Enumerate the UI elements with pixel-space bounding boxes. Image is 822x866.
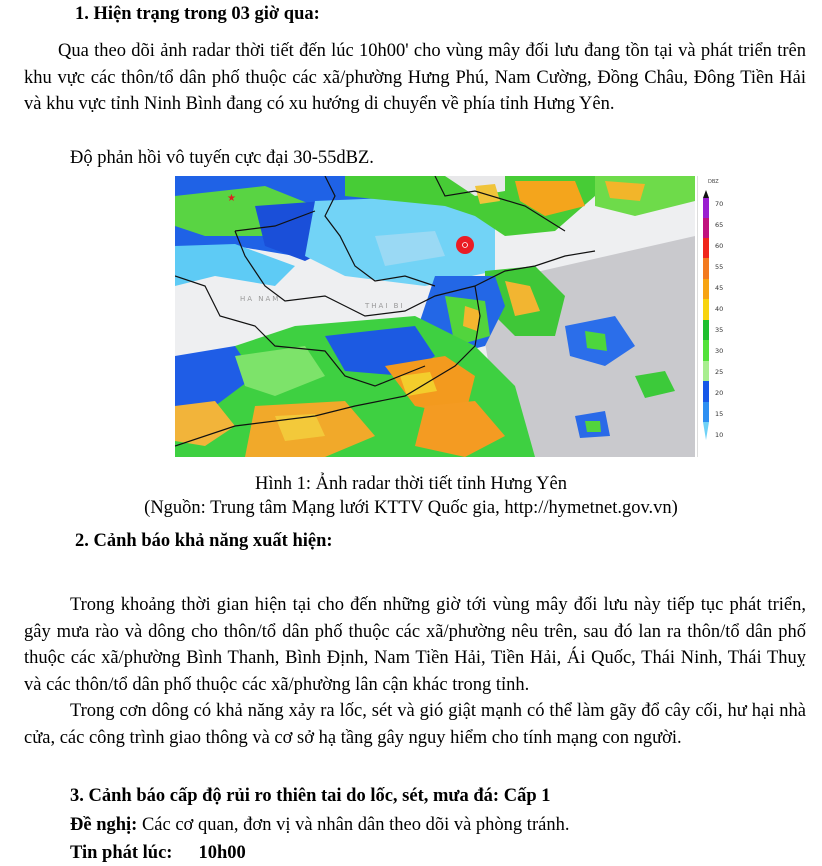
legend-tick: 45 xyxy=(715,284,724,292)
legend-tick: 60 xyxy=(715,242,724,250)
figure-source: (Nguồn: Trung tâm Mạng lưới KTTV Quốc gia, http://hymetnet.gov.vn) xyxy=(144,498,678,518)
legend-tick: 65 xyxy=(715,221,724,229)
legend-tick: 70 xyxy=(715,200,724,208)
legend-tick: 40 xyxy=(715,305,724,313)
legend-tick: 30 xyxy=(715,347,724,355)
section-1-paragraph xyxy=(24,38,806,118)
legend-tick: 15 xyxy=(715,410,724,418)
station-star-icon: ★ xyxy=(227,193,236,204)
legend-tick: 55 xyxy=(715,263,724,271)
section-1-paragraph-text: Qua theo dõi ảnh radar thời tiết đến lúc 10h00' cho vùng mây đối lưu đang tồn tại và phát triển trên khu vực các thôn/tổ dân phố thuộc các xã/phường Hưng Phú, Nam Cường, Đồng Châu, Đông Tiền Hải và khu vực tỉnh Ninh Bình đang có xu hướng di chuyển về phía tỉnh Hưng Yên. xyxy=(24,41,806,114)
section-2-paragraph-1-text: Trong khoảng thời gian hiện tại cho đến những giờ tới vùng mây đối lưu này tiếp tục phát triển, gây mưa rào và dông cho thôn/tổ dân phố thuộc các xã/phường nêu trên, sau đó lan ra thôn/tổ dân phố thuộc các xã/phường Bình Thanh, Bình Định, Nam Tiền Hải, Tiền Hải, Ái Quốc, Thái Ninh, Thái Thuỵ và các thôn/tổ dân phố thuộc các xã/phường lân cận khác trong tỉnh. xyxy=(24,595,806,695)
recommendation-text: Các cơ quan, đơn vị và nhân dân theo dõi và phòng tránh. xyxy=(137,815,570,835)
reflectivity-text: Độ phản hồi vô tuyến cực đại 30-55dBZ. xyxy=(70,148,374,168)
legend-unit: DBZ xyxy=(708,179,719,185)
legend-tick: 10 xyxy=(715,431,724,439)
section-3-heading: 3. Cảnh báo cấp độ rủi ro thiên tai do lốc, sét, mưa đá: Cấp 1 xyxy=(70,786,551,806)
legend-tick: 35 xyxy=(715,326,724,334)
radar-site-icon xyxy=(456,236,474,254)
dbz-legend xyxy=(697,176,724,457)
section-2-paragraph-1 xyxy=(24,592,806,698)
recommendation xyxy=(70,815,569,836)
section-2-heading: 2. Cảnh báo khả năng xuất hiện: xyxy=(75,531,333,551)
recommendation-label: Đề nghị: xyxy=(70,815,138,835)
section-2-body xyxy=(24,592,806,751)
section-1-heading: 1. Hiện trạng trong 03 giờ qua: xyxy=(75,4,320,24)
map-label-ha-nam: HA NAM xyxy=(240,295,281,303)
radar-image xyxy=(175,176,695,457)
issued-label: Tin phát lúc: xyxy=(70,843,173,863)
section-2-paragraph-2-text: Trong cơn dông có khả năng xảy ra lốc, sét và gió giật mạnh có thể làm gãy đổ cây cối, hư hại nhà cửa, các công trình giao thông và cơ sở hạ tầng gây nguy hiểm cho tính mạng con người. xyxy=(24,701,806,748)
issued-time-value: 10h00 xyxy=(198,843,246,863)
legend-tick: 20 xyxy=(715,389,724,397)
section-2-paragraph-2 xyxy=(24,698,806,751)
legend-tick: 25 xyxy=(715,368,724,376)
figure-caption: Hình 1: Ảnh radar thời tiết tỉnh Hưng Yên xyxy=(255,474,567,494)
issued-time xyxy=(70,843,246,864)
map-label-thai-binh: THAI BI xyxy=(365,302,405,310)
